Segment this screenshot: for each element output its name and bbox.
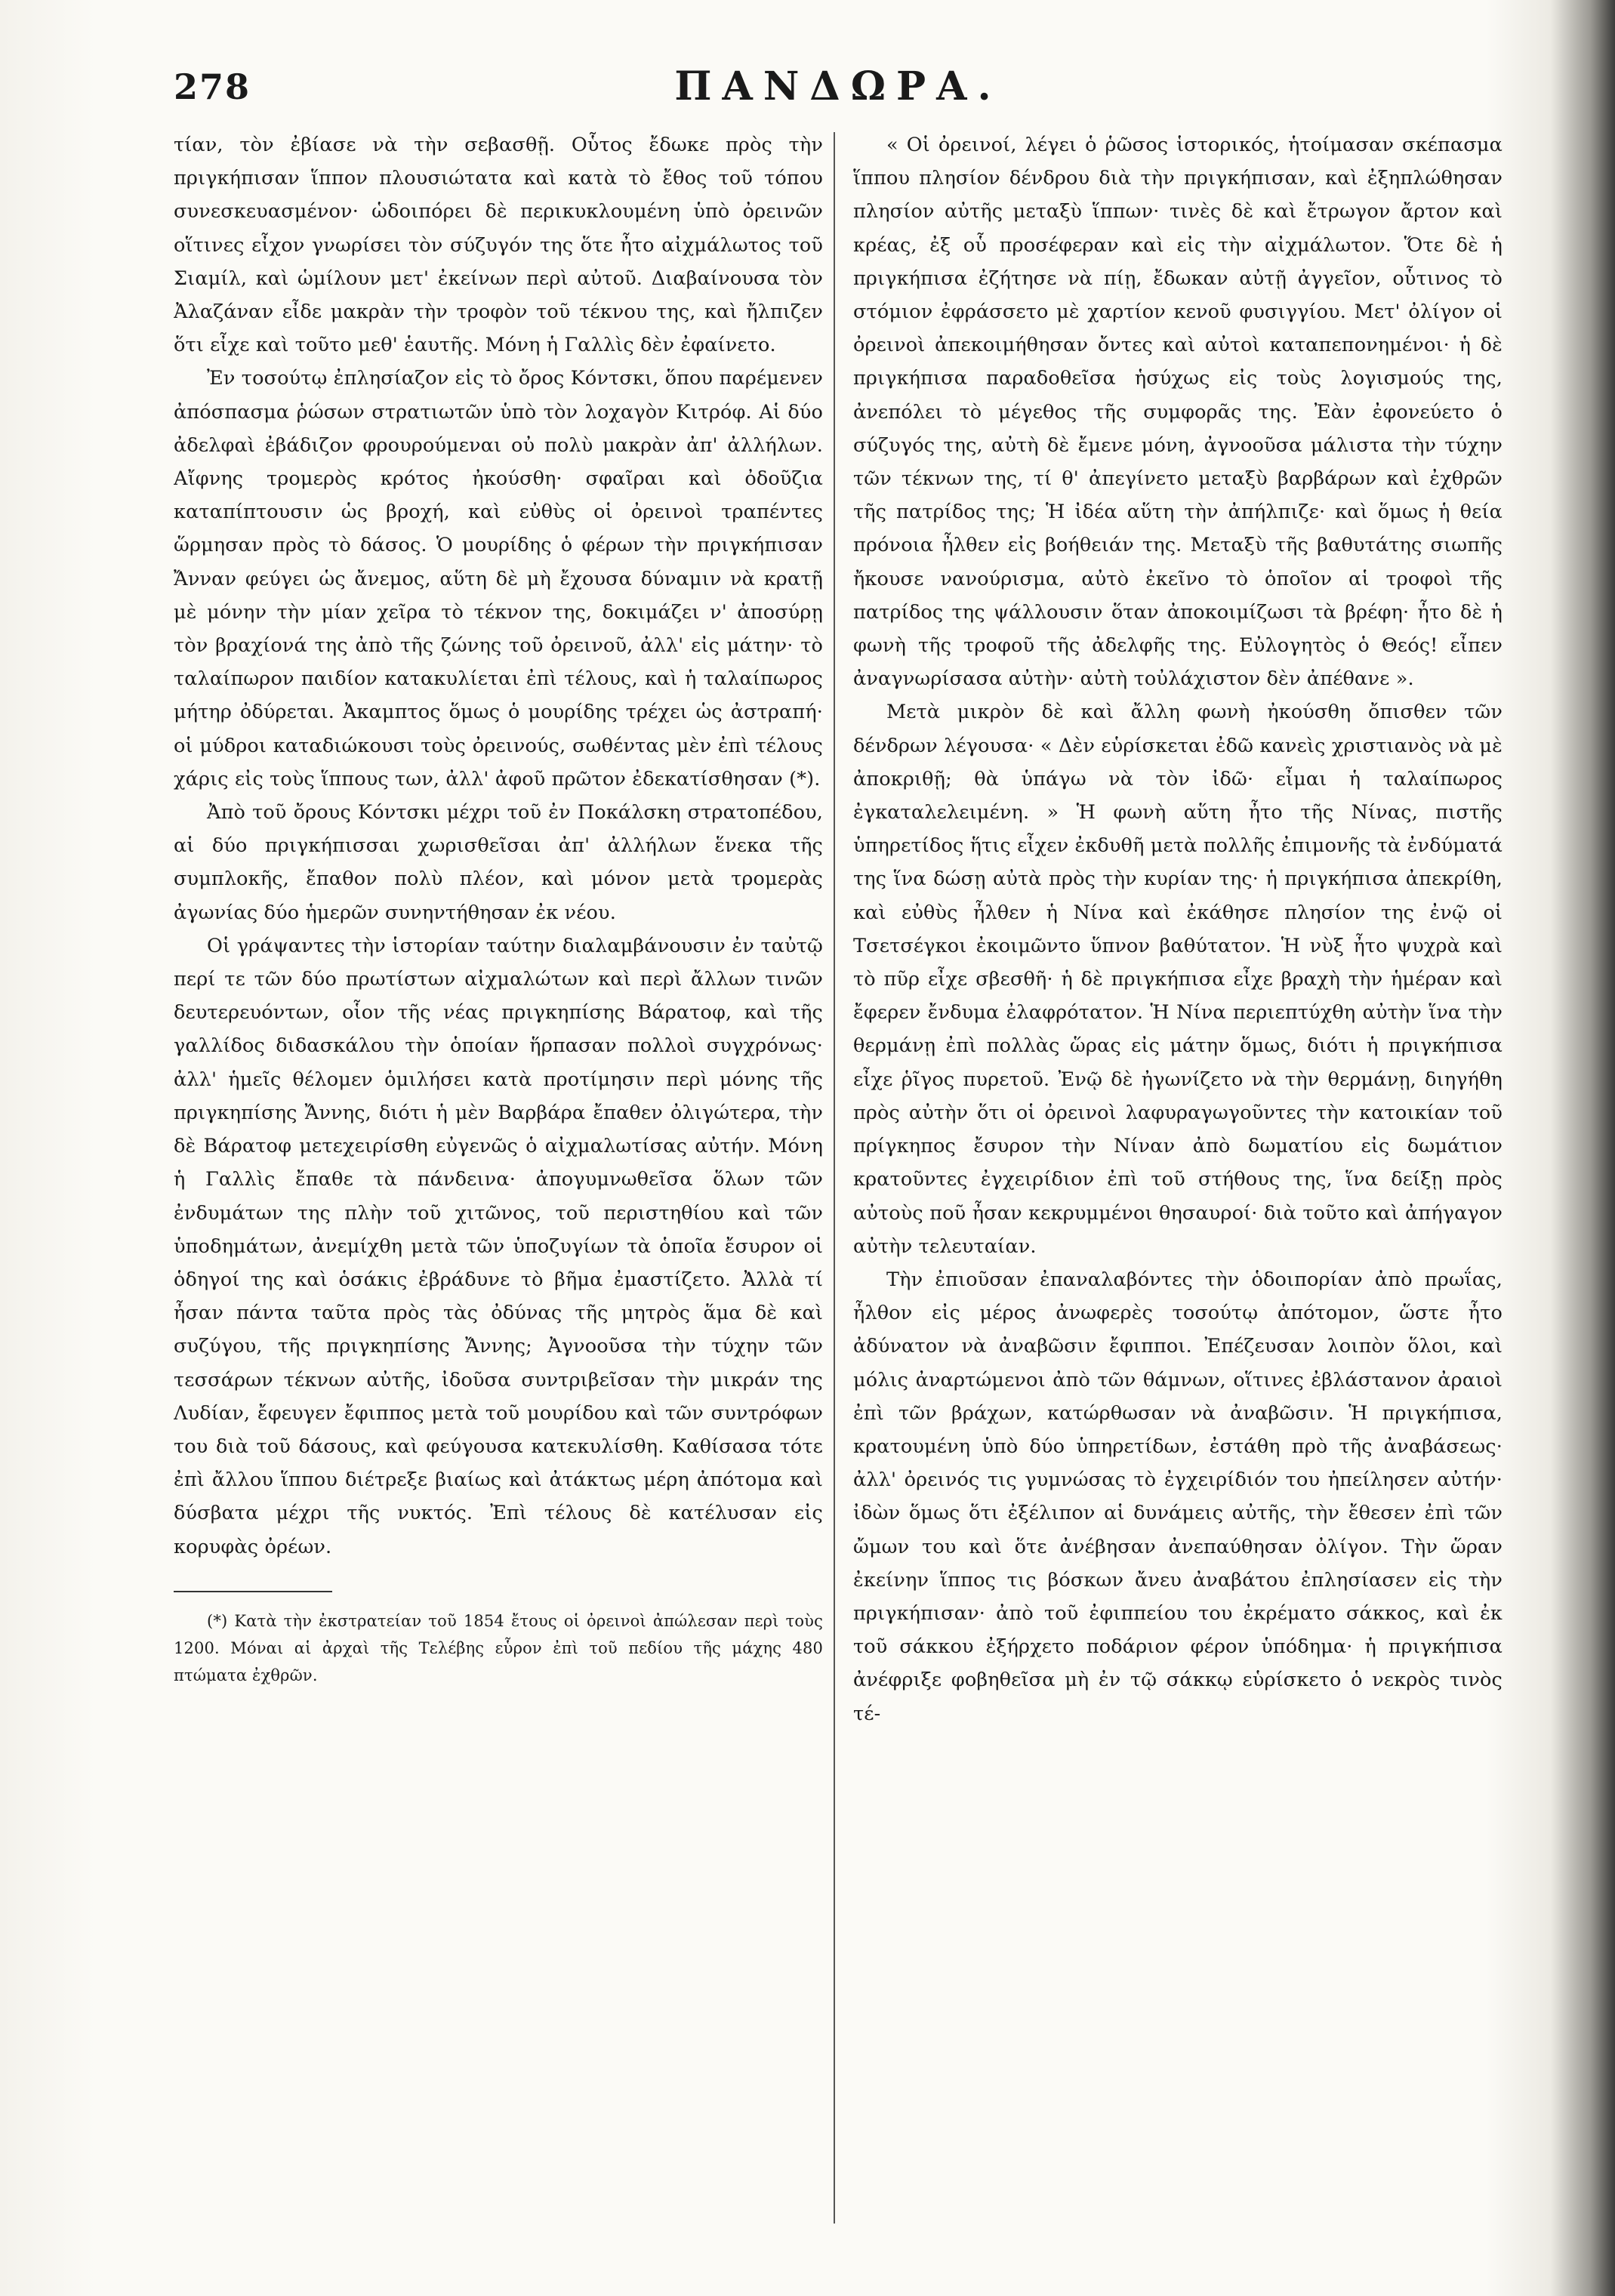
footnote-rule: [174, 1591, 332, 1592]
right-column: [853, 128, 1503, 2242]
paragraph: Οἱ γράψαντες τὴν ἱστορίαν ταύτην διαλαμβάνουσιν ἐν ταὐτῷ περί τε τῶν δύο πρωτίστων αἰχμαλώτων καὶ περὶ ἄλλων τινῶν δευτερευόντων, οἷον τῆς νέας πριγκηπίσης Βάρατοφ, καὶ τῆς γαλλίδος διδασκάλου τὴν ὁποίαν ἥρπασαν πολλοὶ συγχρόνως· ἀλλ' ἡμεῖς θέλομεν ὁμιλήσει κατὰ προτίμησιν περὶ μόνης τῆς πριγκηπίσης Ἄννης, διότι ἡ μὲν Βαρβάρα ἔπαθεν ὀλιγώτερα, τὴν δὲ Βάρατοφ μετεχειρίσθη εὐγενῶς ὁ αἰχμαλωτίσας αὐτήν. Μόνη ἡ Γαλλὶς ἔπαθε τὰ πάνδεινα· ἀπογυμνωθεῖσα ὅλων τῶν ἐνδυμάτων της πλὴν τοῦ χιτῶνος, τοῦ περιστηθίου καὶ τῶν ὑποδημάτων, ἀνεμίχθη μετὰ τῶν ὑποζυγίων τὰ ὁποῖα ἔσυρον οἱ ὁδηγοί της καὶ ὁσάκις ἐβράδυνε τὸ βῆμα ἐμαστίζετο. Ἀλλὰ τί ἦσαν πάντα ταῦτα πρὸς τὰς ὀδύνας τῆς μητρὸς ἅμα δὲ καὶ συζύγου, τῆς πριγκηπίσης Ἄννης; Ἀγνοοῦσα τὴν τύχην τῶν τεσσάρων τέκνων αὐτῆς, ἰδοῦσα συντριβεῖσαν τὴν μικράν της Λυδίαν, ἔφευγεν ἔφιππος μετὰ τοῦ μουρίδου καὶ τῶν συντρόφων του διὰ τοῦ δάσους, καὶ φεύγουσα κατεκυλίσθη. Καθίσασα τότε ἐπὶ ἄλλου ἵππου διέτρεξε βιαίως καὶ ἀτάκτως μέρη ἀπότομα καὶ δύσβατα μέχρι τῆς νυκτός. Ἐπὶ τέλους δὲ κατέλυσαν εἰς κορυφὰς ὀρέων.: [174, 934, 823, 1558]
paragraph: τίαν, τὸν ἐβίασε νὰ τὴν σεβασθῇ. Οὗτος ἔδωκε πρὸς τὴν πριγκήπισαν ἵππον πλουσιώτατα καὶ κατὰ τὸ ἔθος τοῦ τόπου συνεσκευασμένον· ὡδοιπόρει δὲ περικυκλουμένη ὑπὸ ὀρεινῶν οἵτινες εἶχον γνωρίσει τὸν σύζυγόν της ὅτε ἦτο αἰχμάλωτος τοῦ Σιαμίλ, καὶ ὡμίλουν μετ' ἐκείνων περὶ αὐτοῦ. Διαβαίνουσα τὸν Ἀλαζάναν εἶδε μακρὰν τὴν τροφὸν τοῦ τέκνου της, καὶ ἤλπιζεν ὅτι εἶχε καὶ τοῦτο μεθ' ἑαυτῆς. Μόνη ἡ Γαλλὶς δὲν ἐφαίνετο.: [174, 134, 823, 357]
page-header: [174, 53, 1503, 113]
paragraph: Μετὰ μικρὸν δὲ καὶ ἄλλη φωνὴ ἠκούσθη ὄπισθεν τῶν δένδρων λέγουσα· « Δὲν εὑρίσκεται ἐδῶ κανεὶς χριστιανὸς νὰ μὲ ἀποκριθῇ; θὰ ὑπάγω νὰ τὸν ἰδῶ· εἶμαι ἡ ταλαίπωρος ἐγκαταλελειμένη. » Ἡ φωνὴ αὕτη ἦτο τῆς Νίνας, πιστῆς ὑπηρετίδος ἥτις εἶχεν ἐκδυθῆ μετὰ πολλῆς ἐπιμονῆς τὰ ἐνδύματά της ἵνα δώσῃ αὐτὰ πρὸς τὴν κυρίαν της· ἡ πριγκήπισα ἀπεκρίθη, καὶ εὐθὺς ἦλθεν ἡ Νίνα καὶ ἐκάθησε πλησίον της ἐνῷ οἱ Τσετσέγκοι ἐκοιμῶντο ὕπνον βαθύτατον. Ἡ νὺξ ἦτο ψυχρὰ καὶ τὸ πῦρ εἶχε σβεσθῆ· ἡ δὲ πριγκήπισα εἶχε βραχὴ τὴν ἡμέραν καὶ ἔφερεν ἔνδυμα ἐλαφρότατον. Ἡ Νίνα περιεπτύχθη αὐτὴν ἵνα τὴν θερμάνῃ ἐπὶ πολλὰς ὥρας εἰς μάτην ὅμως, διότι ἡ πριγκήπισα εἶχε ῥῖγος πυρετοῦ. Ἐνῷ δὲ ἠγωνίζετο νὰ τὴν θερμάνῃ, διηγήθη πρὸς αὐτὴν ὅτι οἱ ὀρεινοὶ λαφυραγωγοῦντες τὴν κατοικίαν τοῦ πρίγκηπος ἔσυρον τὴν Νίναν ἀπὸ δωματίου εἰς δωμάτιον κρατοῦντες ἐγχειρίδιον ἐπὶ τοῦ στήθους της, ἵνα δείξῃ πρὸς αὐτοὺς ποῦ ἦσαν κεκρυμμένοι θησαυροί· διὰ τοῦτο καὶ ἀπήγαγον αὐτὴν τελευταίαν.: [853, 701, 1503, 1258]
column-divider: [834, 132, 835, 2224]
paragraph: Τὴν ἐπιοῦσαν ἐπαναλαβόντες τὴν ὁδοιπορίαν ἀπὸ πρωΐας, ἦλθον εἰς μέρος ἀνωφερὲς τοσούτῳ ἀπότομον, ὥστε ἦτο ἀδύνατον νὰ ἀναβῶσιν ἔφιπποι. Ἐπέζευσαν λοιπὸν ὅλοι, καὶ μόλις ἀναρτώμενοι ἀπὸ τῶν θάμνων, οἵτινες ἐβλάστανον ἀραιοὶ ἐπὶ τῶν βράχων, κατώρθωσαν νὰ ἀναβῶσιν. Ἡ πριγκήπισα, κρατουμένη ὑπὸ δύο ὑπηρετίδων, ἐστάθη πρὸ τῆς ἀναβάσεως· ἀλλ' ὀρεινός τις γυμνώσας τὸ ἐγχειρίδιόν του ἠπείλησεν αὐτήν· ἰδὼν ὅμως ὅτι ἐξέλιπον αἱ δυνάμεις αὐτῆς, τὴν ἔθεσεν ἐπὶ τῶν ὤμων του καὶ ὅτε ἀνέβησαν ἀνεπαύθησαν ὀλίγον. Τὴν ὥραν ἐκείνην ἵππος τις βόσκων ἄνευ ἀναβάτου ἐπλησίασεν εἰς τὴν πριγκήπισαν· ἀπὸ τοῦ ἐφιππείου του ἐκρέματο σάκκος, καὶ ἐκ τοῦ σάκκου ἐξήρχετο ποδάριον φέρον ὑπόδημα· ἡ πριγκήπισα ἀνέφριξε φοβηθεῖσα μὴ ἐν τῷ σάκκῳ εὑρίσκετο ὁ νεκρὸς τινὸς τέ-: [853, 1268, 1503, 1725]
paragraph: Ἀπὸ τοῦ ὄρους Κόντσκι μέχρι τοῦ ἐν Ποκάλσκη στρατοπέδου, αἱ δύο πριγκήπισσαι χωρισθεῖσαι ἀπ' ἀλλήλων ἕνεκα τῆς συμπλοκῆς, ἔπαθον πολὺ πλέον, καὶ μόνον μετὰ τρομερὰς ἀγωνίας δύο ἡμερῶν συνηντήθησαν ἐκ νέου.: [174, 801, 823, 924]
footnote: (*) Κατὰ τὴν ἐκστρατείαν τοῦ 1854 ἔτους οἱ ὀρεινοὶ ἀπώλεσαν περὶ τοὺς 1200. Μόναι αἱ ἀρχαὶ τῆς Τελέβης εὗρον ἐπὶ τοῦ πεδίου τῆς μάχης 480 πτώματα ἐχθρῶν.: [174, 1611, 823, 1684]
paragraph: « Οἱ ὀρεινοί, λέγει ὁ ῥῶσος ἱστορικός, ἡτοίμασαν σκέπασμα ἵππου πλησίον δένδρου διὰ τὴν πριγκήπισαν, καὶ ἐξηπλώθησαν πλησίον αὐτῆς μεταξὺ ἵππων· τινὲς δὲ καὶ ἔτρωγον ἄρτον καὶ κρέας, ἐξ οὗ προσέφεραν καὶ εἰς τὴν αἰχμάλωτον. Ὅτε δὲ ἡ πριγκήπισα ἐζήτησε νὰ πίῃ, ἔδωκαν αὐτῇ ἀγγεῖον, οὗτινος τὸ στόμιον ἐφράσσετο μὲ χαρτίον κενοῦ φυσιγγίου. Μετ' ὀλίγον οἱ ὀρεινοὶ ἀπεκοιμήθησαν ὄντες καὶ αὐτοὶ καταπεπονημένοι· ἡ δὲ πριγκήπισα παραδοθεῖσα ἡσύχως εἰς τοὺς λογισμούς της, ἀνεπόλει τὸ μέγεθος τῆς συμφορᾶς της. Ἐὰν ἐφονεύετο ὁ σύζυγός της, αὐτὴ δὲ ἔμενε μόνη, ἀγνοοῦσα μάλιστα τὴν τύχην τῶν τέκνων της, τί θ' ἀπεγίνετο μεταξὺ βαρβάρων καὶ ἐχθρῶν τῆς πατρίδος της; Ἡ ἰδέα αὕτη τὴν ἀπήλπιζε· καὶ ὅμως ἡ θεία πρόνοια ἦλθεν εἰς βοήθειάν της. Μεταξὺ τῆς βαθυτάτης σιωπῆς ἤκουσε νανούρισμα, αὐτὸ ἐκεῖνο τὸ ὁποῖον αἱ τροφοὶ τῆς πατρίδος της ψάλλουσιν ὅταν ἀποκοιμίζωσι τὰ βρέφη· ἦτο δὲ ἡ φωνὴ τῆς τροφοῦ τῆς ἀδελφῆς της. Εὐλογητὸς ὁ Θεός! εἶπεν ἀναγνωρίσασα αὐτὴν· αὐτὴ τοὐλάχιστον δὲν ἀπέθανε ».: [853, 134, 1503, 691]
left-column: [174, 128, 823, 2242]
running-title: ΠΑΝΔΩΡΑ.: [674, 63, 1002, 109]
page-number: 278: [174, 66, 251, 107]
paragraph: Ἐν τοσούτῳ ἐπλησίαζον εἰς τὸ ὄρος Κόντσκι, ὅπου παρέμενεν ἀπόσπασμα ῥώσων στρατιωτῶν ὑπὸ τὸν λοχαγὸν Κιτρόφ. Αἱ δύο ἀδελφαὶ ἐβάδιζον φρουρούμεναι οὐ πολὺ μακρὰν ἀπ' ἀλλήλων. Αἴφνης τρομερὸς κρότος ἠκούσθη· σφαῖραι καὶ ὀδοῦζια καταπίπτουσιν ὡς βροχή, καὶ εὐθὺς οἱ ὀρεινοὶ τραπέντες ὥρμησαν πρὸς τὸ δάσος. Ὁ μουρίδης ὁ φέρων τὴν πριγκήπισαν Ἄνναν φεύγει ὡς ἄνεμος, αὕτη δὲ μὴ ἔχουσα δύναμιν νὰ κρατῇ μὲ μόνην τὴν μίαν χεῖρα τὸ τέκνον της, δοκιμάζει ν' ἀποσύρῃ τὸν βραχίονά της ἀπὸ τῆς ζώνης τοῦ ὀρεινοῦ, ἀλλ' εἰς μάτην· τὸ ταλαίπωρον παιδίον κατακυλίεται ἐπὶ τέλους, καὶ ἡ ταλαίπωρος μήτηρ ὀδύρεται. Ἀκαμπτος ὅμως ὁ μουρίδης τρέχει ὡς ἀστραπή· οἱ μύδροι καταδιώκουσι τοὺς ὀρεινούς, σωθέντας μὲν ἐπὶ τέλους χάρις εἰς τοὺς ἵππους των, ἀλλ' ἀφοῦ πρῶτον ἐδεκατίσθησαν (*).: [174, 367, 823, 791]
